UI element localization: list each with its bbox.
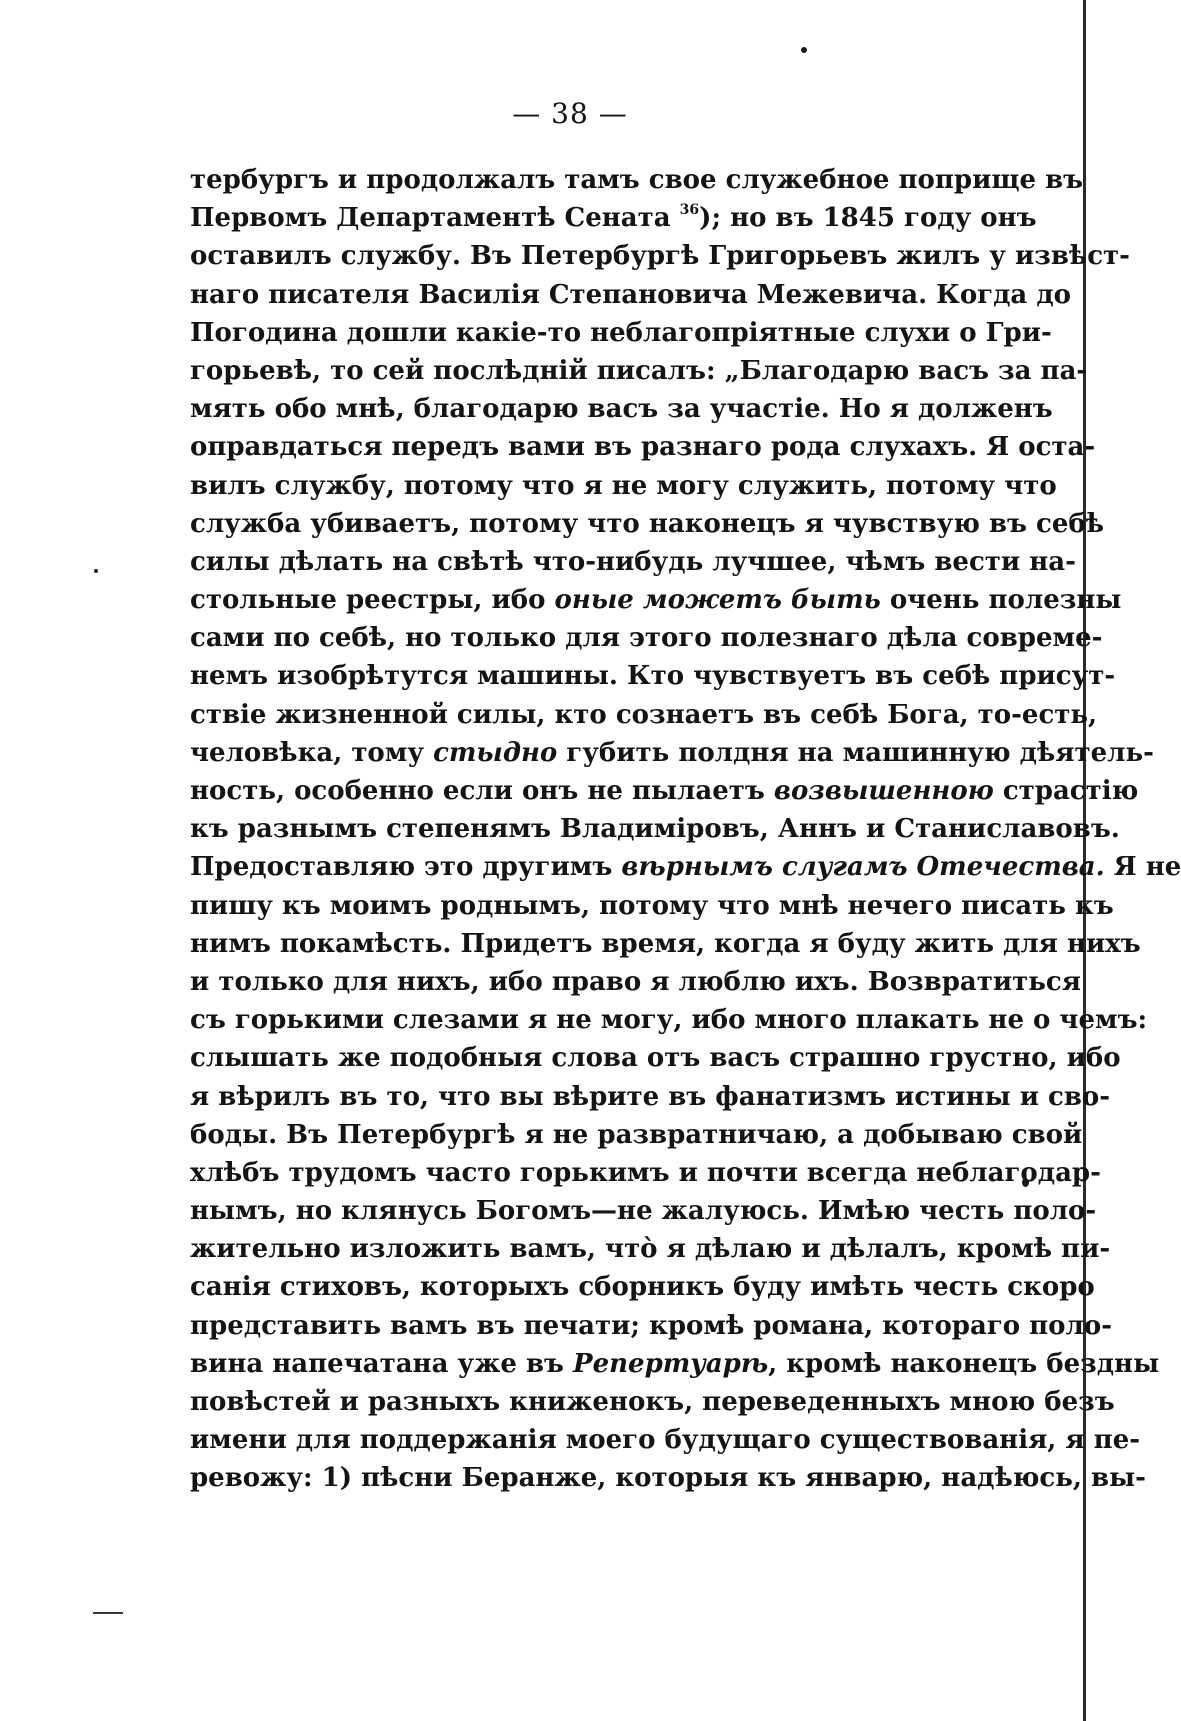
text-line [190,237,1130,275]
text-run: наго писателя Василія Степановича Межевича. Когда до [190,279,1071,310]
text-run: ствіе жизненной силы, кто сознаетъ въ себѣ Бога, то-есть, [190,699,1098,730]
text-run: ность, особенно если онъ не пылаетъ [190,776,774,806]
italic-emphasis: вѣрнымъ слугамъ Отечества. [621,852,1105,883]
text-line [190,1307,1112,1345]
text-run: хлѣбъ трудомъ часто горькимъ и почти всегда неблагодар- [190,1157,1101,1188]
text-run: вина напечатана уже въ [190,1348,574,1379]
text-line [190,352,1088,390]
text-line [190,428,1096,466]
text-run: , кромѣ наконецъ бездны [768,1348,1160,1379]
text-line [190,390,1053,428]
text-line [190,1116,1083,1154]
text-run: къ разнымъ степенямъ Владиміровъ, Аннъ и Станиславовъ. [190,814,1120,845]
stray-mark [93,1612,123,1614]
text-run: повѣстей и разныхъ книженокъ, переведенныхъ мною безъ [190,1387,1115,1417]
text-line [190,1421,1141,1459]
text-line [190,199,1037,237]
text-line [190,1078,1111,1116]
footnote-ref: 36 [679,202,700,219]
text-line [190,619,1103,657]
text-run: человѣка, тому [190,737,434,768]
text-line [190,1154,1101,1192]
text-run: санія стиховъ, которыхъ сборникъ буду имѣть честь скоро [190,1272,1095,1303]
text-run: и только для нихъ, ибо право я люблю ихъ. Возвратиться [190,966,1081,997]
text-run: съ горькими слезами я не могу, ибо много плакать не о чемъ: [190,1005,1148,1036]
italic-emphasis: Репертуарѣ [573,1348,769,1379]
text-line [190,1345,1160,1383]
text-run: ); но въ 1845 году онъ [699,203,1037,234]
text-line [190,1459,1146,1497]
text-run: сами по себѣ, но только для этого полезнаго дѣла совреме- [190,623,1103,654]
text-line [190,1192,1097,1230]
text-line [190,161,1084,199]
text-line [190,1230,1111,1268]
text-run: Первомъ Департаментѣ Сената [190,203,680,234]
text-run: немъ изобрѣтутся машины. Кто чувствуетъ въ себѣ присут- [190,661,1116,692]
text-run: служба убиваетъ, потому что наконецъ я чувствую въ себѣ [190,508,1105,539]
text-line [190,657,1116,695]
text-run: горьевѣ, то сей послѣдній писалъ: „Благодарю васъ за па- [190,355,1088,386]
text-line [190,1039,1121,1077]
text-run: оправдаться передъ вами въ разнаго рода слухахъ. Я оста- [190,432,1096,463]
text-run: нимъ покамѣсть. Придетъ время, когда я буду жить для нихъ [190,928,1141,959]
text-line [190,581,1122,619]
text-line [190,925,1141,963]
text-run: боды. Въ Петербургѣ я не развратничаю, а добываю свой [190,1119,1083,1150]
text-line [190,887,1114,925]
text-run: оставилъ службу. Въ Петербургѣ Григорьевъ жилъ у извѣст- [190,241,1130,272]
text-run: пишу къ моимъ роднымъ, потому что мнѣ нечего писать къ [190,890,1114,921]
text-run: слышать же подобныя слова отъ васъ страшно грустно, ибо [190,1043,1121,1074]
text-run: жительно изложить вамъ, что̀ я дѣлаю и дѣлалъ, кромѣ пи- [190,1234,1111,1265]
text-run: имени для поддержанія моего будущаго существованія, я пе- [190,1425,1141,1456]
text-run: я вѣрилъ въ то, что вы вѣрите въ фанатизмъ истины и сво- [190,1081,1111,1112]
text-line [190,505,1105,543]
text-run: Погодина дошли какіе-то неблагопріятные слухи о Гри- [190,317,1052,348]
text-run: представить вамъ въ печати; кромѣ романа, котораго поло- [190,1310,1112,1341]
body-text [190,161,1181,1498]
text-line [190,734,1154,772]
text-run: нымъ, но клянусь Богомъ—не жалуюсь. Имѣю честь поло- [190,1196,1097,1227]
italic-emphasis: возвышенною [773,776,994,806]
text-run: страстію [993,776,1139,806]
text-line [190,696,1098,734]
text-run: Я не [1104,852,1181,883]
text-run: ревожу: 1) пѣсни Беранже, которыя къ январю, надѣюсь, вы- [190,1463,1146,1494]
text-line [190,543,1076,581]
text-line [190,810,1120,848]
text-run: силы дѣлать на свѣтѣ что-нибудь лучшее, чѣмъ вести на- [190,546,1076,577]
text-line [190,848,1181,886]
text-line [190,467,1057,505]
text-line [190,1383,1115,1421]
text-line [190,1268,1095,1306]
text-line [190,772,1139,810]
italic-emphasis: стыдно [433,737,558,768]
text-run: стольные реестры, ибо [190,585,555,616]
text-line [190,276,1071,314]
text-line [190,314,1052,352]
text-run: губить полдня на машинную дѣятель- [557,737,1154,768]
text-run: очень полезны [880,585,1122,616]
text-run: тербургъ и продолжалъ тамъ свое служебное поприще въ [190,165,1084,195]
page-number [0,94,1140,134]
page-number-text: — 38 — [512,97,628,130]
ink-speck [801,47,807,53]
text-line [190,1001,1148,1039]
ink-speck [94,569,98,573]
italic-emphasis: оные можетъ быть [554,585,881,616]
text-run: вилъ службу, потому что я не могу служить, потому что [190,470,1057,501]
text-run: мять обо мнѣ, благодарю васъ за участіе. Но я долженъ [190,394,1053,425]
text-run: Предоставляю это другимъ [190,852,622,883]
text-line [190,963,1081,1001]
